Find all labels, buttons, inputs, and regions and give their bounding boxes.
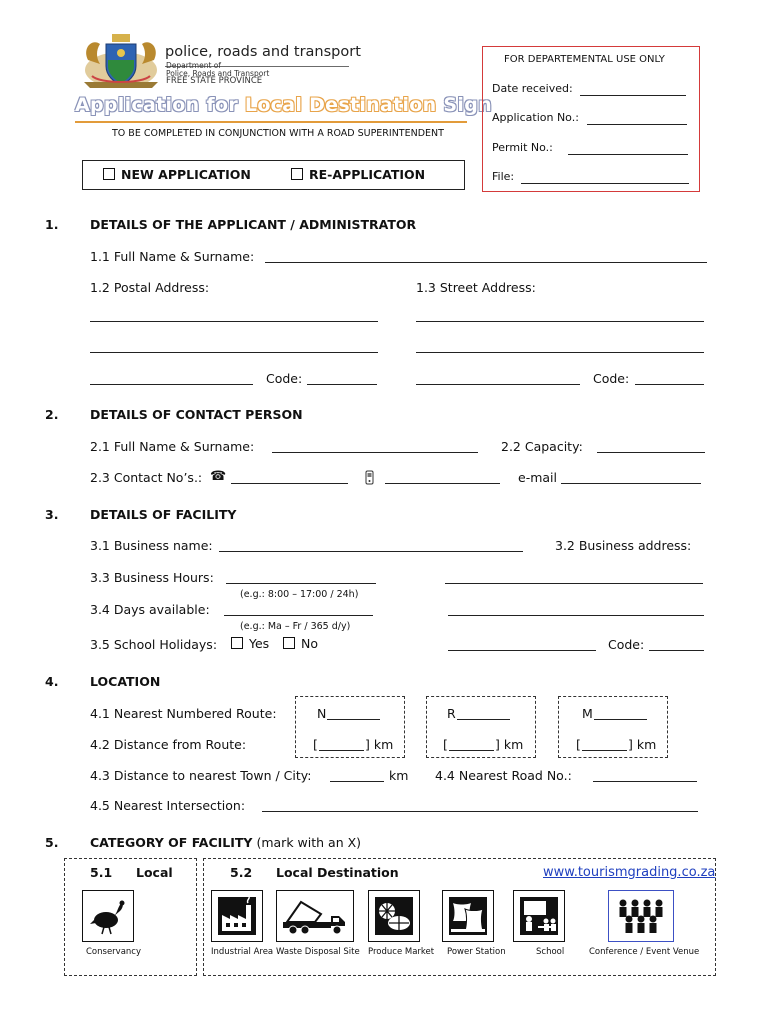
days-available-field[interactable] (224, 615, 373, 616)
business-address-line-1[interactable] (445, 583, 703, 584)
section-1-title: DETAILS OF THE APPLICANT / ADMINISTRATOR (90, 217, 417, 232)
distance-town-unit: km (389, 768, 409, 783)
date-received-label: Date received: (492, 82, 573, 95)
distance-route-label: 4.2 Distance from Route: (90, 737, 247, 752)
industrial-area-label: Industrial Area (211, 947, 274, 957)
street-address-line-1[interactable] (416, 321, 704, 322)
department-line-1: Department of (166, 61, 221, 70)
school-holidays-yes-label: Yes (249, 636, 270, 651)
distance-town-label: 4.3 Distance to nearest Town / City: (90, 768, 312, 783)
cooling-towers-icon (447, 895, 489, 937)
business-code-label: Code: (608, 637, 645, 652)
waste-disposal-option[interactable] (276, 890, 354, 942)
section-2-number: 2. (45, 407, 59, 422)
postal-address-line-3[interactable] (90, 384, 253, 385)
applicant-full-name-field[interactable] (265, 262, 707, 263)
conservancy-option[interactable] (82, 890, 134, 942)
title-underline (75, 121, 467, 123)
contact-numbers-label: 2.3 Contact No’s.: (90, 470, 203, 485)
distance-town-field[interactable] (330, 781, 384, 782)
school-holidays-yes-checkbox[interactable] (231, 637, 243, 649)
factory-icon (216, 895, 258, 937)
route-r-field[interactable] (457, 719, 510, 720)
street-code-field[interactable] (635, 384, 704, 385)
dump-truck-icon (281, 896, 349, 936)
section-5-title-row (90, 835, 361, 850)
email-field[interactable] (561, 483, 701, 484)
new-application-label: NEW APPLICATION (121, 167, 251, 182)
business-hours-example: (e.g.: 8:00 – 17:00 / 24h) (240, 589, 359, 600)
section-1-number: 1. (45, 217, 59, 232)
form-subtitle: TO BE COMPLETED IN CONJUNCTION WITH A ROAD SUPERINTENDENT (112, 128, 444, 139)
route-n-field[interactable] (327, 719, 380, 720)
business-address-label: 3.2 Business address: (555, 538, 692, 553)
business-code-field[interactable] (649, 650, 704, 651)
power-station-option[interactable] (442, 890, 494, 942)
new-application-checkbox[interactable] (103, 168, 115, 180)
postal-code-field[interactable] (307, 384, 377, 385)
days-available-example: (e.g.: Ma – Fr / 365 d/y) (240, 621, 351, 632)
school-holidays-label: 3.5 School Holidays: (90, 637, 218, 652)
street-code-label: Code: (593, 371, 630, 386)
form-title (75, 94, 492, 116)
power-station-label: Power Station (447, 947, 506, 957)
school-holidays-yes-option[interactable] (231, 636, 269, 651)
nearest-intersection-label: 4.5 Nearest Intersection: (90, 798, 246, 813)
conference-venue-option[interactable] (608, 890, 674, 942)
route-m-prefix: M (582, 706, 593, 721)
nearest-intersection-field[interactable] (262, 811, 698, 812)
route-m-field[interactable] (594, 719, 647, 720)
distance-n-open: [ (313, 737, 318, 752)
form-title-highlight: Local Destination (244, 94, 437, 116)
postal-address-line-2[interactable] (90, 352, 378, 353)
date-received-field[interactable] (580, 95, 686, 96)
permit-no-label: Permit No.: (492, 141, 553, 154)
distance-r-open: [ (443, 737, 448, 752)
postal-address-label: 1.2 Postal Address: (90, 280, 210, 295)
business-name-label: 3.1 Business name: (90, 538, 213, 553)
distance-r-unit: ] km (495, 737, 524, 752)
category-destination-title: Local Destination (276, 865, 399, 880)
provincial-crest-logo (78, 30, 164, 92)
cellphone-field[interactable] (385, 483, 500, 484)
days-available-label: 3.4 Days available: (90, 602, 210, 617)
street-address-label: 1.3 Street Address: (416, 280, 536, 295)
produce-icon (373, 895, 415, 937)
distance-m-field[interactable] (582, 750, 627, 751)
audience-icon (615, 895, 667, 937)
distance-r-field[interactable] (449, 750, 494, 751)
business-address-line-3[interactable] (448, 650, 596, 651)
nearest-route-label: 4.1 Nearest Numbered Route: (90, 706, 277, 721)
category-local-number: 5.1 (90, 865, 113, 880)
brand-name: police, roads and transport (165, 44, 361, 60)
route-r-prefix: R (447, 706, 456, 721)
school-option[interactable] (513, 890, 565, 942)
conference-venue-label: Conference / Event Venue (589, 947, 700, 957)
nearest-road-field[interactable] (593, 781, 697, 782)
produce-market-label: Produce Market (368, 947, 435, 957)
school-holidays-no-checkbox[interactable] (283, 637, 295, 649)
guinea-fowl-icon (88, 896, 128, 936)
business-hours-label: 3.3 Business Hours: (90, 570, 214, 585)
nearest-road-label: 4.4 Nearest Road No.: (435, 768, 572, 783)
produce-market-option[interactable] (368, 890, 420, 942)
business-name-field[interactable] (219, 551, 523, 552)
tourism-grading-link[interactable]: www.tourismgrading.co.za (543, 865, 716, 880)
section-4-number: 4. (45, 674, 59, 689)
section-5-title: CATEGORY OF FACILITY (90, 835, 253, 850)
form-title-part-1: Application for (75, 94, 245, 116)
section-5-title-note: (mark with an X) (252, 835, 362, 850)
business-hours-field[interactable] (226, 583, 376, 584)
telephone-icon: ☎ (210, 469, 227, 484)
application-type-box (82, 160, 465, 190)
school-holidays-no-option[interactable] (283, 636, 318, 651)
distance-m-unit: ] km (628, 737, 657, 752)
contact-full-name-field[interactable] (272, 452, 478, 453)
school-label: School (536, 947, 565, 957)
street-address-line-3[interactable] (416, 384, 580, 385)
applicant-full-name-label: 1.1 Full Name & Surname: (90, 249, 255, 264)
file-label: File: (492, 170, 515, 183)
contact-full-name-label: 2.1 Full Name & Surname: (90, 439, 255, 454)
business-address-line-2[interactable] (448, 615, 704, 616)
file-field[interactable] (521, 183, 689, 184)
waste-disposal-label: Waste Disposal Site (276, 947, 360, 957)
departmental-use-box (482, 46, 700, 192)
departmental-use-heading: FOR DEPARTEMENTAL USE ONLY (504, 54, 665, 65)
school-holidays-no-label: No (301, 636, 318, 651)
section-3-title: DETAILS OF FACILITY (90, 507, 237, 522)
section-3-number: 3. (45, 507, 59, 522)
category-local-title: Local (136, 865, 173, 880)
category-destination-number: 5.2 (230, 865, 253, 880)
distance-m-open: [ (576, 737, 581, 752)
re-application-option[interactable] (291, 167, 425, 182)
capacity-field[interactable] (597, 452, 705, 453)
section-5-number: 5. (45, 835, 59, 850)
industrial-area-option[interactable] (211, 890, 263, 942)
distance-n-field[interactable] (319, 750, 364, 751)
telephone-field[interactable] (231, 483, 348, 484)
section-4-title: LOCATION (90, 674, 161, 689)
capacity-label: 2.2 Capacity: (501, 439, 583, 454)
email-label: e-mail (518, 470, 557, 485)
department-line-2: Police, Roads and Transport (166, 69, 270, 78)
section-2-title: DETAILS OF CONTACT PERSON (90, 407, 303, 422)
cellphone-icon (365, 470, 374, 485)
postal-address-line-1[interactable] (90, 321, 378, 322)
application-no-field[interactable] (587, 124, 687, 125)
department-line-3: FREE STATE PROVINCE (166, 76, 263, 86)
re-application-label: RE-APPLICATION (309, 167, 426, 182)
form-title-part-3: Sign (436, 94, 492, 116)
route-n-prefix: N (317, 706, 327, 721)
distance-n-unit: ] km (365, 737, 394, 752)
postal-code-label: Code: (266, 371, 303, 386)
re-application-checkbox[interactable] (291, 168, 303, 180)
conservancy-label: Conservancy (86, 947, 142, 957)
application-no-label: Application No.: (492, 111, 579, 124)
street-address-line-2[interactable] (416, 352, 704, 353)
permit-no-field[interactable] (568, 154, 688, 155)
school-icon (518, 895, 560, 937)
new-application-option[interactable] (103, 167, 251, 182)
